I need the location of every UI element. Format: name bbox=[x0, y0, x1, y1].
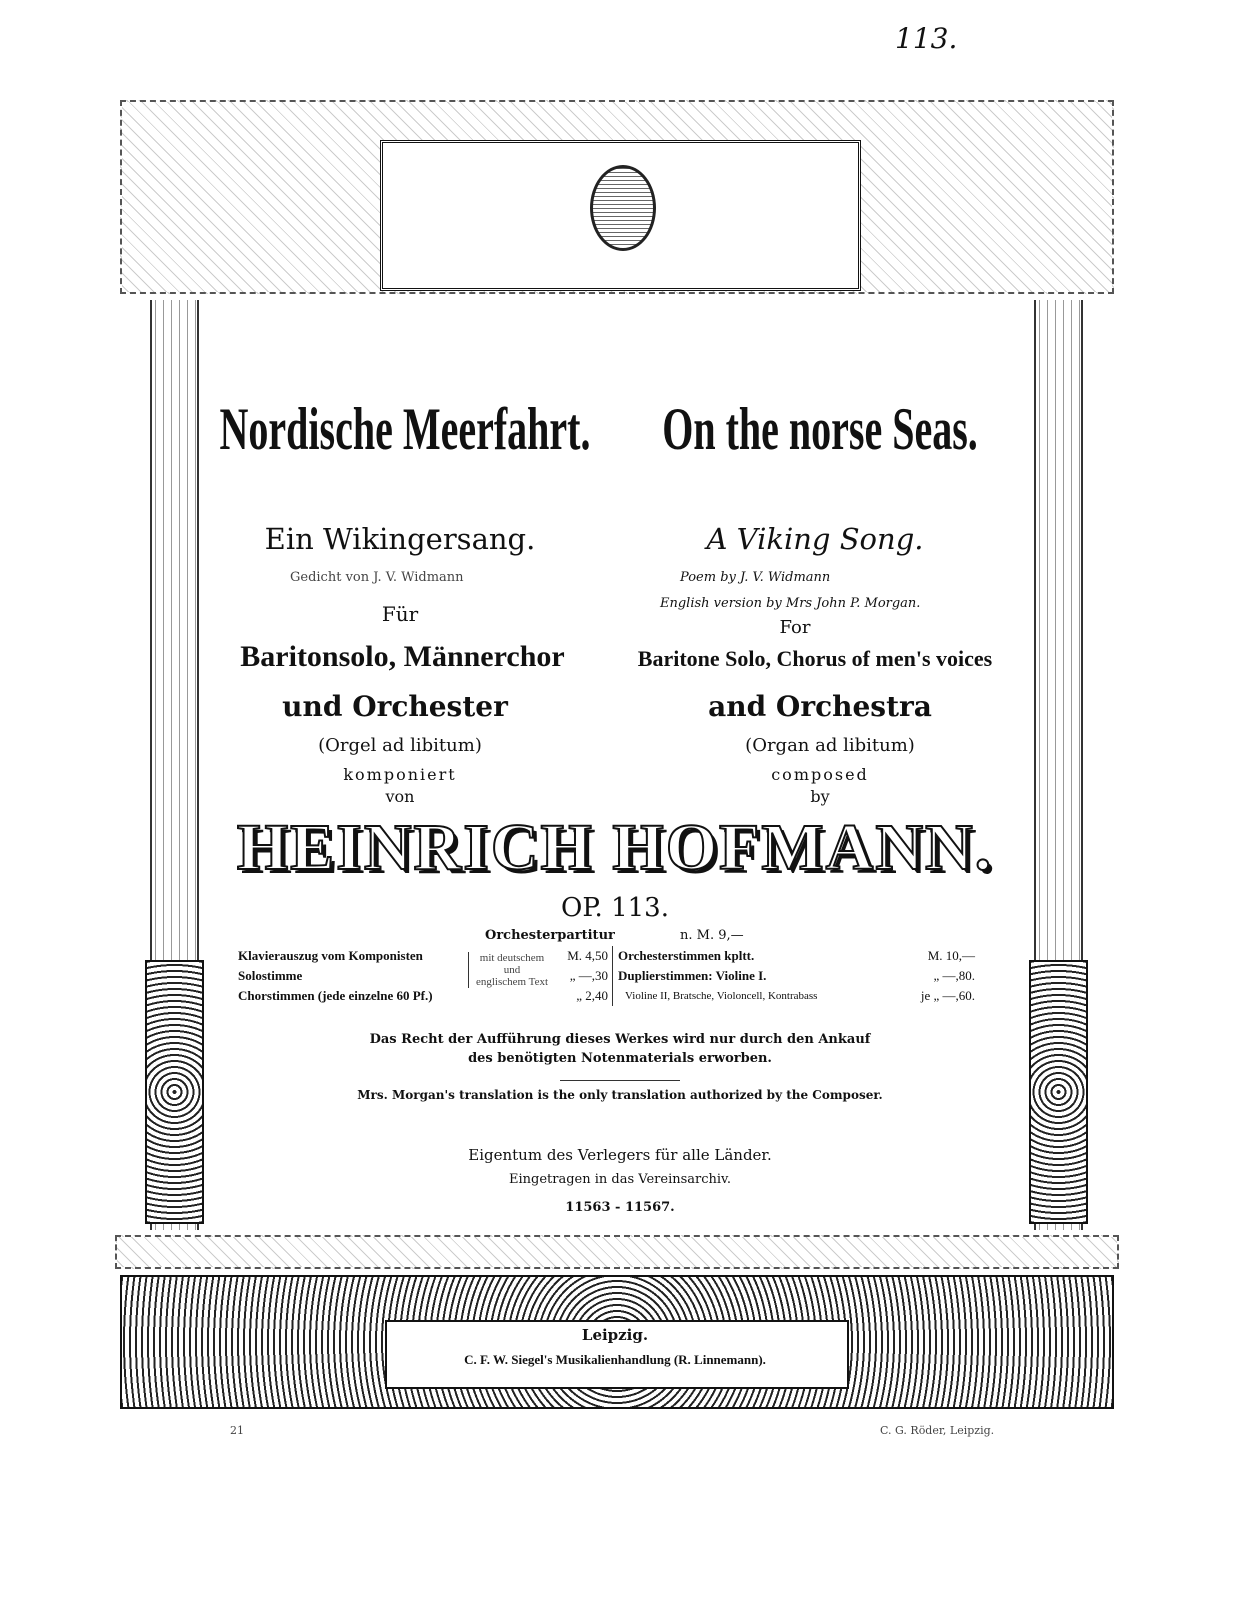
page-mark: 21 bbox=[230, 1424, 244, 1437]
publisher-name: C. F. W. Siegel's Musikalienhandlung (R. Linnemann). bbox=[464, 1352, 766, 1367]
score-price: n. M. 9,— bbox=[680, 928, 744, 943]
rights-notice-line2: des benötigten Notenmaterials erworben. bbox=[468, 1051, 772, 1066]
price-label-piano: Klavierauszug vom Komponisten bbox=[238, 948, 423, 963]
subtitle-english: A Viking Song. bbox=[706, 522, 924, 556]
language-note: mit deutschem und englischem Text bbox=[468, 952, 551, 988]
price-orch-parts: M. 10,— bbox=[927, 948, 975, 963]
composed-german: komponiert bbox=[343, 765, 457, 784]
publisher-city: Leipzig. bbox=[581, 1326, 649, 1344]
price-strings: je „ —,60. bbox=[920, 988, 975, 1003]
translation-notice: Mrs. Morgan's translation is the only translation authorized by the Composer. bbox=[357, 1088, 883, 1102]
divider-rule bbox=[560, 1080, 680, 1081]
price-piano: M. 4,50 bbox=[567, 948, 608, 963]
price-label-duplicate: Duplierstimmen: Violine I. bbox=[618, 968, 767, 983]
price-label-orch-parts: Orchesterstimmen kpltt. bbox=[618, 948, 755, 963]
registration-notice: Eingetragen in das Vereinsarchiv. bbox=[509, 1172, 731, 1187]
plate-numbers: 11563 - 11567. bbox=[565, 1200, 675, 1215]
left-column-panel bbox=[145, 960, 204, 1224]
orchestra-german: und Orchester bbox=[282, 690, 508, 723]
translator: English version by Mrs John P. Morgan. bbox=[660, 596, 921, 611]
portrait-medallion bbox=[590, 165, 656, 251]
bottom-cornice bbox=[115, 1235, 1119, 1269]
voices-german: Baritonsolo, Männerchor bbox=[240, 640, 565, 673]
handwritten-number: 113. bbox=[895, 22, 958, 55]
title-english: On the norse Seas. bbox=[662, 394, 978, 463]
for-german: Für bbox=[381, 602, 419, 626]
organ-english: (Organ ad libitum) bbox=[745, 735, 915, 756]
organ-german: (Orgel ad libitum) bbox=[318, 735, 482, 756]
subtitle-german: Ein Wikingersang. bbox=[264, 522, 536, 556]
voices-english: Baritone Solo, Chorus of men's voices bbox=[637, 646, 993, 671]
price-label-solo: Solostimme bbox=[238, 968, 303, 983]
price-label-strings: Violine II, Bratsche, Violoncell, Kontrabass bbox=[625, 990, 818, 1002]
price-divider bbox=[612, 946, 613, 1006]
by-english: by bbox=[810, 787, 830, 806]
property-notice: Eigentum des Verlegers für alle Länder. bbox=[468, 1146, 772, 1164]
right-column-panel bbox=[1029, 960, 1088, 1224]
rights-notice-line1: Das Recht der Aufführung dieses Werkes wird nur durch den Ankauf bbox=[369, 1032, 871, 1047]
score-label: Orchesterpartitur bbox=[485, 928, 615, 943]
composer-name: HEINRICH HOFMANN. bbox=[236, 811, 994, 884]
price-label-chorus: Chorstimmen (jede einzelne 60 Pf.) bbox=[238, 988, 433, 1003]
engraver-credit: C. G. Röder, Leipzig. bbox=[880, 1424, 995, 1437]
price-chorus: „ 2,40 bbox=[576, 988, 608, 1003]
composed-english: composed bbox=[771, 765, 869, 784]
poet-english: Poem by J. V. Widmann bbox=[680, 570, 831, 585]
by-german: von bbox=[385, 787, 415, 806]
title-german: Nordische Meerfahrt. bbox=[219, 394, 591, 463]
for-english: For bbox=[779, 617, 811, 638]
opus-number: OP. 113. bbox=[561, 893, 669, 923]
price-solo: „ —,30 bbox=[569, 968, 608, 983]
orchestra-english: and Orchestra bbox=[708, 690, 932, 723]
price-duplicate: „ —,80. bbox=[933, 968, 975, 983]
poet-german: Gedicht von J. V. Widmann bbox=[290, 570, 464, 585]
